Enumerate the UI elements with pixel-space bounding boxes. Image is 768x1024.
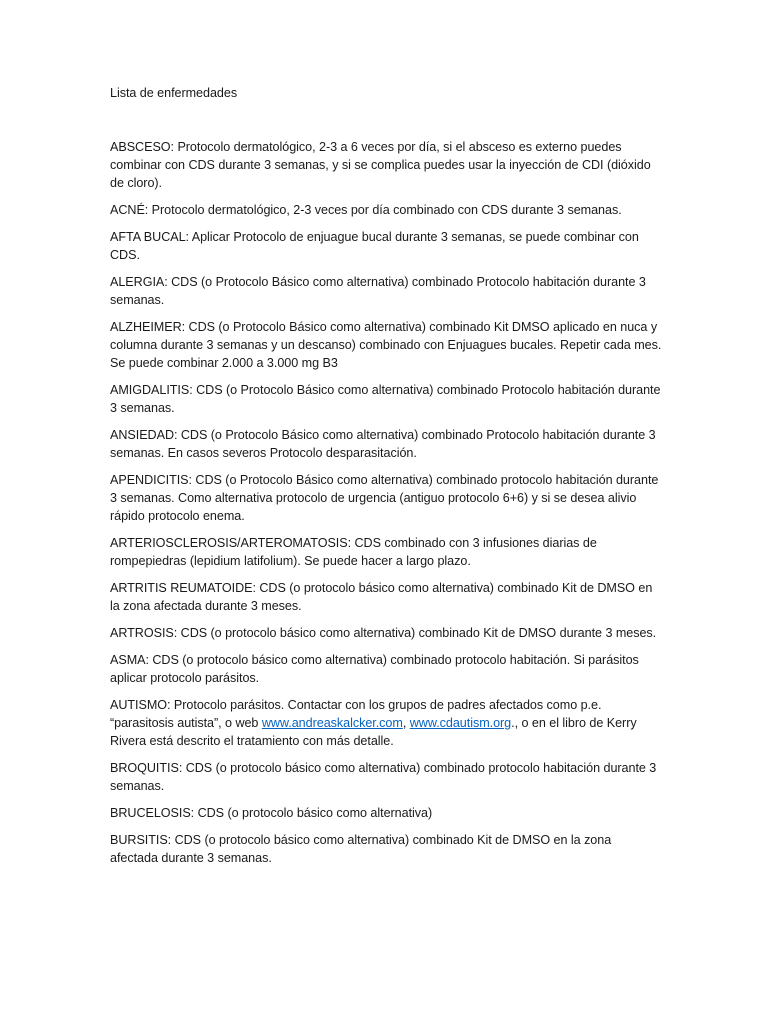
entry-paragraph: ANSIEDAD: CDS (o Protocolo Básico como alternativa) combinado Protocolo habitación durante 3 semanas. En casos severos Protocolo desparasitación. <box>110 428 656 460</box>
entry-paragraph: ACNÉ: Protocolo dermatológico, 2-3 veces por día combinado con CDS durante 3 semanas. <box>110 203 622 217</box>
entry-paragraph: ASMA: CDS (o protocolo básico como alternativa) combinado protocolo habitación. Si parásitos aplicar protocolo parásitos. <box>110 653 639 685</box>
entry-autismo-suffix: ., o en el libro de Kerry Rivera está descrito el tratamiento con más detalle. <box>110 716 637 748</box>
entry-autismo-text: AUTISMO: Protocolo parásitos. Contactar con los grupos de padres afectados como p.e. “parasitosis autista”, o web <box>110 698 602 730</box>
entry-autismo <box>110 696 662 750</box>
entry-paragraph: ARTRITIS REUMATOIDE: CDS (o protocolo básico como alternativa) combinado Kit de DMSO en la zona afectada durante 3 meses. <box>110 581 653 613</box>
document-body <box>110 84 662 876</box>
link-andreaskalcker[interactable]: www.andreaskalcker.com <box>261 716 403 730</box>
link-cdautism[interactable]: www.cdautism.org <box>409 716 512 730</box>
link-separator: , <box>402 716 410 730</box>
entry-paragraph: ALZHEIMER: CDS (o Protocolo Básico como alternativa) combinado Kit DMSO aplicado en nuca y columna durante 3 semanas y un descanso) combinado con Enjuagues bucales. Repetir cada mes. Se puede combinar 2.000 a 3.000 mg B3 <box>110 320 662 370</box>
entry-paragraph: ABSCESO: Protocolo dermatológico, 2-3 a 6 veces por día, si el absceso es externo puedes combinar con CDS durante 3 semanas, y si se complica puedes usar la inyección de CDI (dióxido de cloro). <box>110 140 651 190</box>
entry-paragraph: ARTERIOSCLEROSIS/ARTEROMATOSIS: CDS combinado con 3 infusiones diarias de rompepiedras (lepidium latifolium). Se puede hacer a largo plazo. <box>110 536 597 568</box>
entry-paragraph: APENDICITIS: CDS (o Protocolo Básico como alternativa) combinado protocolo habitación durante 3 semanas. Como alternativa protocolo de urgencia (antiguo protocolo 6+6) y si se desea alivio rápido protocolo enema. <box>110 473 659 523</box>
entry-paragraph: AFTA BUCAL: Aplicar Protocolo de enjuague bucal durante 3 semanas, se puede combinar con CDS. <box>110 230 639 262</box>
entry-paragraph: AMIGDALITIS: CDS (o Protocolo Básico como alternativa) combinado Protocolo habitación durante 3 semanas. <box>110 383 661 415</box>
entry-paragraph: BROQUITIS: CDS (o protocolo básico como alternativa) combinado protocolo habitación durante 3 semanas. <box>110 761 657 793</box>
entry-paragraph: ALERGIA: CDS (o Protocolo Básico como alternativa) combinado Protocolo habitación durante 3 semanas. <box>110 275 646 307</box>
entry-paragraph: ARTROSIS: CDS (o protocolo básico como alternativa) combinado Kit de DMSO durante 3 meses. <box>110 626 657 640</box>
document-title: Lista de enfermedades <box>110 86 238 100</box>
entry-paragraph: BRUCELOSIS: CDS (o protocolo básico como alternativa) <box>110 806 433 820</box>
entry-list-continued <box>110 759 662 867</box>
entry-paragraph: BURSITIS: CDS (o protocolo básico como alternativa) combinado Kit de DMSO en la zona afectada durante 3 semanas. <box>110 833 612 865</box>
entry-list <box>110 138 662 687</box>
